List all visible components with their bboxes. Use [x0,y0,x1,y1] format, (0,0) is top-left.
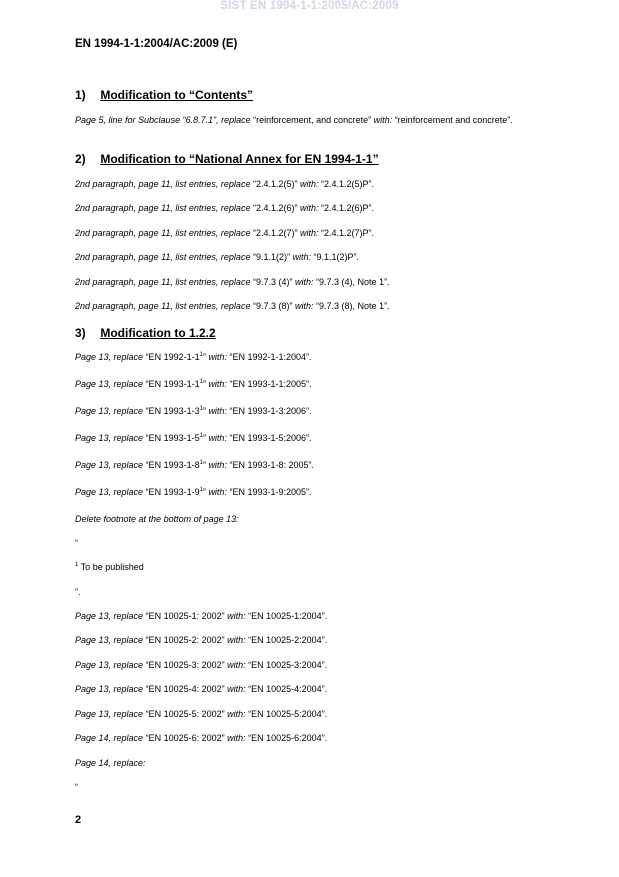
new-text: “EN 10025-5:2004”. [245,708,328,719]
replacement-entry [75,660,327,670]
new-text: “EN 10025-3:2004”. [245,659,328,670]
with-text: with: [208,352,227,362]
with-text: with: [227,611,246,621]
lead-text: 2nd paragraph, page 11, list entries, replace [75,276,251,287]
replacement-entry [75,611,327,621]
with-text: with: [299,203,319,214]
close-quote: ” [202,379,209,389]
new-text: “EN 10025-6:2004”. [245,733,328,743]
lead-text: Page 13, replace [75,379,144,389]
footnote-ref: 1 [199,433,203,439]
footnote-ref: 1 [199,406,203,412]
with-text: with: [208,460,227,470]
old-text: “reinforcement, and concrete” [250,115,374,125]
with-text: with: [294,276,314,287]
close-quote: ” [202,460,209,470]
new-text: “EN 1993-1-5:2006”. [226,433,312,443]
new-text: “reinforcement and concrete”. [392,115,513,125]
with-text: with: [208,487,227,497]
old-text: “9.1.1(2)” [250,252,293,263]
old-text: “EN 10025-1: 2002” [143,611,228,621]
with-text: with: [227,684,246,695]
replacement-entry [75,277,390,287]
lead-text: Page 13, replace [75,708,144,719]
footnote-ref: 1 [199,487,203,493]
replacement-entry [75,228,374,238]
old-text: “2.4.1.2(7)” [250,227,300,238]
new-text: “EN 1993-1-9:2005”. [226,487,312,497]
new-text: “9.1.1(2)P”. [310,252,359,263]
footnote-mark: 1 [75,562,79,568]
page-number: 2 [75,814,82,826]
replacement-entry [75,684,327,694]
old-text: “EN 1992-1-1 [143,352,200,362]
lead-text: 2nd paragraph, page 11, list entries, replace [75,203,251,214]
old-text: “2.4.1.2(6)” [250,203,300,214]
old-text: “EN 10025-4: 2002” [143,684,228,695]
lead-text: Page 13, replace [75,460,144,470]
open-quote: “ [75,538,78,548]
new-text: “EN 1992-1-1:2004”. [226,352,312,362]
footnote-text: To be published [78,562,144,572]
with-text: with: [227,659,246,670]
new-text: “EN 10025-2:2004”. [245,635,328,646]
new-text: “EN 10025-4:2004”. [245,684,328,695]
lead-text: 2nd paragraph, page 11, list entries, replace [75,179,251,189]
section-number: 2) [75,152,86,166]
section-3-heading [75,326,216,340]
new-text: “2.4.1.2(6)P”. [318,203,375,214]
section-1-heading [75,88,253,102]
section-number: 1) [75,88,86,102]
old-text: “EN 1993-1-5 [143,433,200,443]
new-text: “EN 1993-1-3:2006”. [226,406,312,416]
lead-text: Page 13, replace [75,433,144,443]
replacement-entry [75,709,327,719]
new-text: “EN 1993-1-8: 2005”. [226,460,314,470]
old-text: “EN 10025-5: 2002” [143,708,228,719]
lead-text: Page 13, replace [75,684,144,695]
lead-text: 2nd paragraph, page 11, list entries, replace [75,252,251,263]
new-text: “2.4.1.2(5)P”. [318,179,375,189]
new-text: “EN 1993-1-1:2005”. [226,379,312,389]
old-text: “EN 10025-3: 2002” [143,659,228,670]
lead-text: Page 13, replace [75,352,144,362]
old-text: “9.7.3 (4)” [250,276,295,287]
footnote-ref: 1 [199,460,203,466]
lead-text: Page 14, replace [75,733,144,743]
section-number: 3) [75,326,86,340]
replacement-entry [75,433,312,443]
old-text: “9.7.3 (8)” [250,301,295,311]
close-quote: ” [202,406,209,416]
replacement-entry [75,179,374,189]
with-text: with: [299,179,319,189]
with-text: with: [227,733,246,743]
with-text: with: [227,635,246,646]
new-text: “2.4.1.2(7)P”. [318,227,375,238]
new-text: “9.7.3 (4), Note 1”. [313,276,390,287]
with-text: with: [299,227,319,238]
section-1-paragraph [75,114,547,126]
close-quote: ” [202,487,209,497]
old-text: “EN 1993-1-3 [143,406,200,416]
section-title: Modification to “Contents” [100,88,253,102]
with-text: with: [208,433,227,443]
section-2-heading [75,152,379,166]
new-text: “9.7.3 (8), Note 1”. [313,301,390,311]
old-text: “EN 1993-1-9 [143,487,200,497]
with-text: with: [208,406,227,416]
page-14-replace-instruction: Page 14, replace: [75,758,146,768]
close-quote: ” [202,352,209,362]
with-text: with: [208,379,227,389]
old-text: “EN 1993-1-8 [143,460,200,470]
footnote-ref: 1 [199,379,203,385]
lead-text: 2nd paragraph, page 11, list entries, replace [75,301,251,311]
replacement-entry [75,635,327,645]
old-text: “EN 1993-1-1 [143,379,200,389]
document-id: EN 1994-1-1:2004/AC:2009 (E) [75,38,238,50]
lead-text: Page 13, replace [75,406,144,416]
lead-text: Page 13, replace [75,487,144,497]
replacement-entry [75,406,312,416]
with-text: with: [294,301,314,311]
delete-footnote-instruction: Delete footnote at the bottom of page 13: [75,514,239,524]
replacement-entry [75,352,312,362]
footnote [75,562,144,572]
lead-text: 2nd paragraph, page 11, list entries, replace [75,227,251,238]
lead-text: Page 13, replace [75,611,144,621]
section-title: Modification to “National Annex for EN 1994-1-1” [100,152,379,166]
close-quote: ” [202,433,209,443]
replacement-entry [75,733,327,743]
lead-text: Page 13, replace [75,635,144,646]
footnote-ref: 1 [199,352,203,358]
old-text: “EN 10025-6: 2002” [143,733,228,743]
with-text: with: [292,252,311,263]
replacement-entry [75,252,359,262]
old-text: “EN 10025-2: 2002” [143,635,228,646]
with-text: with: [227,708,246,719]
lead-text: Page 5, line for Subclause “6.8.7.1”, replace [75,115,251,125]
new-text: “EN 10025-1:2004”. [245,611,328,621]
replacement-entry [75,301,390,311]
final-open-quote: “ [75,782,78,792]
lead-text: Page 13, replace [75,659,144,670]
replacement-entry [75,379,312,389]
section-title: Modification to 1.2.2 [100,326,216,340]
watermark: SIST EN 1994-1-1:2005/AC:2009 [220,0,399,12]
replacement-entry [75,460,314,470]
old-text: “2.4.1.2(5)” [250,179,300,189]
close-quote: ”. [75,587,81,597]
with-text: with: [373,115,393,125]
replacement-entry [75,487,312,497]
replacement-entry [75,203,374,213]
